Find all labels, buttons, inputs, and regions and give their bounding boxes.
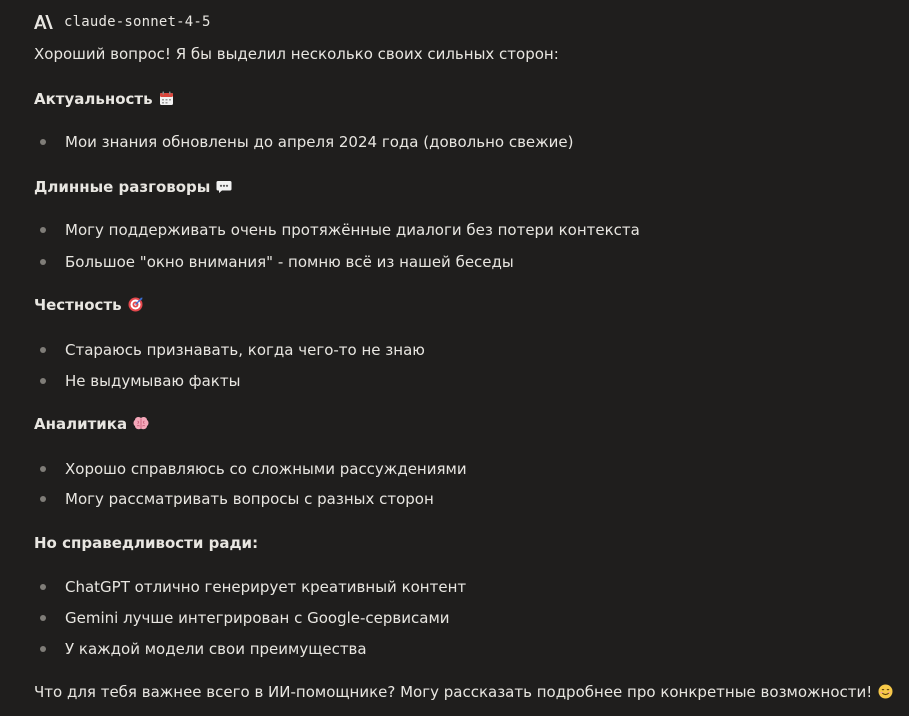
list-item: ChatGPT отлично генерирует креативный контент	[65, 578, 467, 596]
bullet-icon	[40, 615, 46, 621]
smiling-face-icon	[878, 684, 893, 699]
outro-text	[34, 682, 893, 702]
speech-bubble-icon	[216, 179, 231, 194]
bullet-icon	[40, 378, 46, 384]
list-item: Стараюсь признавать, когда чего-то не знаю	[65, 341, 425, 359]
intro-text: Хороший вопрос! Я бы выделил несколько своих сильных сторон:	[34, 45, 559, 63]
section-heading	[34, 295, 143, 315]
list-item: Gemini лучше интегрирован с Google-сервисами	[65, 609, 450, 627]
section-title: Аналитика	[34, 415, 128, 433]
section-heading	[34, 414, 148, 434]
list-item: Мои знания обновлены до апреля 2024 года (довольно свежие)	[65, 133, 574, 151]
bullet-icon	[40, 259, 46, 265]
list-item: Могу поддерживать очень протяжённые диалоги без потери контекста	[65, 221, 640, 239]
section-title: Длинные разговоры	[34, 178, 211, 196]
section-title: Актуальность	[34, 90, 153, 108]
section-heading	[34, 177, 231, 197]
section-heading	[34, 533, 258, 553]
section-title: Но справедливости ради:	[34, 534, 259, 552]
list-item: Не выдумываю факты	[65, 372, 241, 390]
list-item: Большое "окно внимания" - помню всё из нашей беседы	[65, 253, 514, 271]
section-heading	[34, 89, 174, 109]
bullet-icon	[40, 496, 46, 502]
calendar-icon	[159, 91, 174, 106]
bullet-icon	[40, 227, 46, 233]
target-icon	[128, 297, 143, 312]
message-header	[34, 12, 211, 32]
list-item: Могу рассматривать вопросы с разных сторон	[65, 490, 434, 508]
anthropic-logo-icon	[34, 15, 53, 29]
bullet-icon	[40, 466, 46, 472]
bullet-icon	[40, 347, 46, 353]
bullet-icon	[40, 646, 46, 652]
model-name: claude-sonnet-4-5	[64, 14, 211, 30]
brain-icon	[133, 416, 148, 431]
outro-label: Что для тебя важнее всего в ИИ-помощнике? Могу рассказать подробнее про конкретные возможности!	[34, 683, 873, 701]
list-item: У каждой модели свои преимущества	[65, 640, 367, 658]
bullet-icon	[40, 584, 46, 590]
list-item: Хорошо справляюсь со сложными рассуждениями	[65, 460, 467, 478]
bullet-icon	[40, 139, 46, 145]
section-title: Честность	[34, 296, 122, 314]
